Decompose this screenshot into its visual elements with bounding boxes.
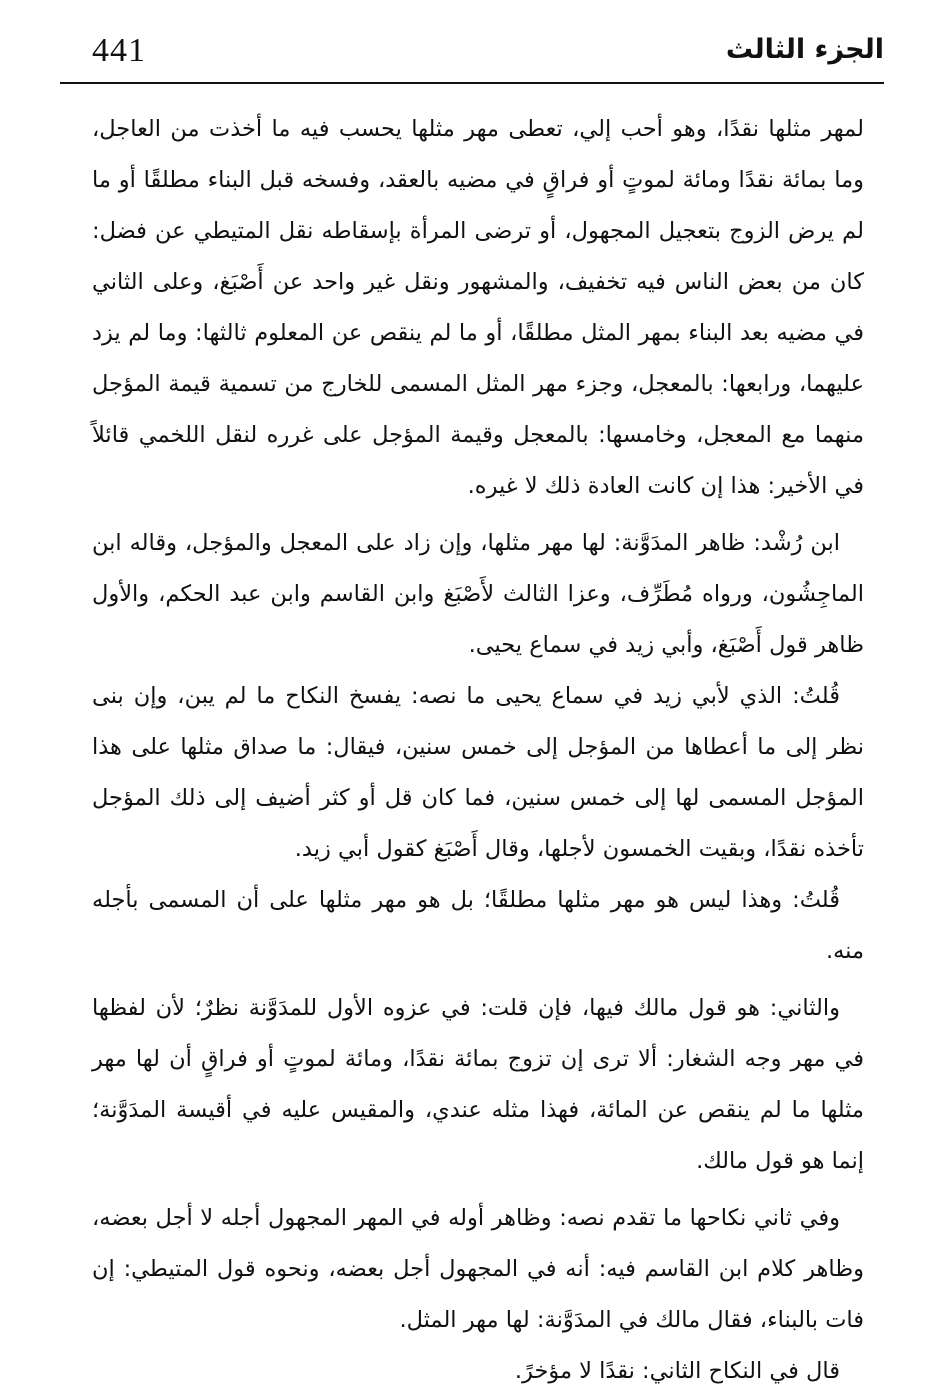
body-text (92, 104, 864, 1397)
paragraph-3: قُلتُ: الذي لأبي زيد في سماع يحيى ما نصه: يفسخ النكاح ما لم يبن، وإن بنى نظر إلى ما أعطاها من المؤجل إلى خمس سنين، فيقال: ما صداق مثلها على هذا المؤجل المسمى لها إلى خمس سنين، فما كان قل أو كثر أضيف إلى ذلك المؤجل تأخذه نقدًا، وبقيت الخمسون لأجلها، وقال أَصْبَغ كقول أبي زيد. (92, 683, 864, 862)
paragraph-6: وفي ثاني نكاحها ما تقدم نصه: وظاهر أوله في المهر المجهول أجله لا أجل بعضه، وظاهر كلام ابن القاسم فيه: أنه في المجهول أجل بعضه، ونحوه قول المتيطي: إن فات بالبناء، فقال مالك في المدَوَّنة: لها مهر المثل. (92, 1205, 864, 1333)
paragraph-4: قُلتُ: وهذا ليس هو مهر مثلها مطلقًا؛ بل هو مهر مثلها على أن المسمى بأجله منه. (92, 887, 864, 964)
paragraph-2: ابن رُشْد: ظاهر المدَوَّنة: لها مهر مثلها، وإن زاد على المعجل والمؤجل، وقاله ابن الماجِشُون، ورواه مُطَرِّف، وعزا الثالث لأَصْبَغ وابن القاسم وابن عبد الحكم، والأول ظاهر قول أَصْبَغ، وأبي زيد في سماع يحيى. (92, 530, 864, 658)
page-header (60, 30, 884, 90)
page-number: 441 (92, 32, 146, 69)
part-title: الجزء الثالث (725, 34, 884, 65)
paragraph-5: والثاني: هو قول مالك فيها، فإن قلت: في عزوه الأول للمدَوَّنة نظرٌ؛ لأن لفظها في مهر وجه الشغار: ألا ترى إن تزوج بمائة نقدًا، ومائة لموتٍ أو فراقٍ أن لها مهر مثلها ما لم ينقص عن المائة، فهذا مثله عندي، والمقيس عليه في أقيسة المدَوَّنة؛ إنما هو قول مالك. (92, 995, 864, 1174)
paragraph-7: قال في النكاح الثاني: نقدًا لا مؤخرً. (514, 1358, 840, 1384)
paragraph-1: لمهر مثلها نقدًا، وهو أحب إلي، تعطى مهر مثلها يحسب فيه ما أخذت من العاجل، وما بمائة نقدًا ومائة لموتٍ أو فراقٍ في مضيه بالعقد، وفسخه قبل البناء مطلقًا أو ما لم يرض الزوج بتعجيل المجهول، أو ترضى المرأة بإسقاطه نقل المتيطي عن فضل: كان من بعض الناس فيه تخفيف، والمشهور ونقل غير واحد عن أَصْبَغ، وعلى الثاني في مضيه بعد البناء بمهر المثل مطلقًا، أو ما لم ينقص عن المعلوم ثالثها: وما لم يزد عليهما، ورابعها: بالمعجل، وجزء مهر المثل المسمى للخارج من تسمية قيمة المؤجل منهما مع المعجل، وخامسها: بالمعجل وقيمة المؤجل على غرره لنقل اللخمي قائلاً في الأخير: هذا إن كانت العادة ذلك لا غيره. (92, 116, 864, 499)
header-divider (60, 82, 884, 84)
